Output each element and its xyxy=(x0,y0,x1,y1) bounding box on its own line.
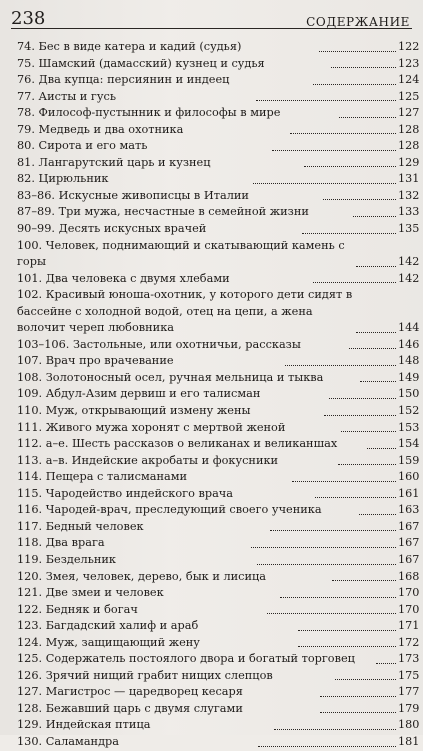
toc-entry-text xyxy=(17,138,271,155)
toc-entry-text xyxy=(17,717,273,734)
toc-entry-text xyxy=(17,469,291,486)
toc-entry-page: 173 xyxy=(398,652,420,666)
toc-entry-number: 87–89. xyxy=(17,205,55,219)
toc-entry-page: 167 xyxy=(398,536,420,550)
toc-entry xyxy=(17,701,420,718)
toc-entry-page: 142 xyxy=(398,255,420,269)
toc-entry-number: 74. xyxy=(17,40,35,53)
toc-entry-text xyxy=(17,171,252,188)
toc-entry-number: 76. xyxy=(17,73,35,87)
toc-entry-title: Искусные живописцы в Италии xyxy=(55,188,249,202)
page-number: 238 xyxy=(11,8,46,29)
toc-entry xyxy=(17,668,420,685)
toc-entry-title: Красивый юноша-охотник, у которого дети сидят в бассейне с холодной водой, отец на цепи, а жена волочит череп любовника xyxy=(17,288,353,335)
toc-entry-page: 171 xyxy=(398,619,420,633)
toc-entry xyxy=(17,453,420,470)
toc-entry-title: Бес в виде катера и кадий (судья) xyxy=(34,40,242,53)
toc-entry-number: 79. xyxy=(17,122,35,136)
toc-entry-text xyxy=(17,502,358,519)
toc-entry-title: Чародейство индейского врача xyxy=(42,486,234,500)
toc-entry xyxy=(17,353,420,370)
toc-leader xyxy=(355,270,398,271)
toc-leader xyxy=(330,71,398,72)
toc-entry-title: Муж, открывающий измену жены xyxy=(42,404,251,418)
toc-entry-number: 110. xyxy=(17,404,43,418)
toc-entry xyxy=(17,651,420,668)
toc-entry-number: 114. xyxy=(17,470,43,484)
toc-entry-number: 115. xyxy=(17,486,43,500)
toc-entry-page: 168 xyxy=(398,569,420,583)
toc-entry-text xyxy=(17,370,359,387)
toc-entry-title: Цирюльник xyxy=(34,172,109,186)
toc-entry-number: 121. xyxy=(17,586,43,600)
toc-entry-text xyxy=(17,701,319,718)
toc-entry-text xyxy=(17,386,328,403)
toc-entry-page: 160 xyxy=(398,470,420,484)
toc-entry-number: 130. xyxy=(17,734,43,748)
toc-entry xyxy=(17,535,420,552)
toc-entry-title: Две змеи и человек xyxy=(42,586,164,600)
toc-entry xyxy=(17,585,420,602)
toc-entry-title: Лангарутский царь и кузнец xyxy=(34,155,211,169)
toc-entry-number: 129. xyxy=(17,718,43,732)
toc-entry-page: 135 xyxy=(398,222,420,236)
toc-entry-number: 101. xyxy=(17,271,43,285)
toc-entry-number: 113. xyxy=(17,453,43,467)
toc-entry-text xyxy=(17,519,269,536)
toc-leader xyxy=(328,402,398,403)
toc-entry-page: 123 xyxy=(398,56,420,70)
toc-entry-page: 122 xyxy=(398,40,420,53)
toc-entry-title: Десять искусных врачей xyxy=(55,222,207,236)
toc-entry-title: Человек, поднимающий и скатывающий камень с горы xyxy=(17,238,345,269)
toc-entry-text xyxy=(17,188,322,205)
toc-entry-page: 172 xyxy=(398,635,420,649)
toc-entry-page: 127 xyxy=(398,106,420,120)
toc-entry-text xyxy=(17,271,312,288)
toc-entry-page: 153 xyxy=(398,420,420,434)
toc-entry xyxy=(17,684,420,701)
toc-entry-text xyxy=(17,122,289,139)
toc-entry-text xyxy=(17,535,250,552)
toc-entry-title: Бежавший царь с двумя слугами xyxy=(42,701,243,715)
toc-entry-number: 118. xyxy=(17,536,43,550)
toc-entry-text xyxy=(17,39,318,56)
toc-entry-page: 167 xyxy=(398,519,420,533)
toc-entry-text xyxy=(17,651,375,668)
toc-entry-title: Магистрос — царедворец кесаря xyxy=(42,685,243,699)
toc-entry xyxy=(17,403,420,420)
toc-entry-title: Абдул-Азим дервиш и его талисман xyxy=(42,387,261,401)
toc-leader xyxy=(337,468,398,469)
toc-entry-title: а–е. Шесть рассказов о великанах и великаншах xyxy=(42,437,338,451)
toc-entry-title: Бездельник xyxy=(42,552,116,566)
toc-entry-text xyxy=(17,238,355,271)
toc-leader xyxy=(338,121,398,122)
toc-entry-page: 175 xyxy=(398,668,420,682)
toc-entry-page: 129 xyxy=(398,155,420,169)
toc-entry xyxy=(17,602,420,619)
toc-entry-number: 128. xyxy=(17,701,43,715)
toc-entry-number: 119. xyxy=(17,552,43,566)
toc-entry-text xyxy=(17,337,348,354)
toc-entry-title: Индейская птица xyxy=(42,718,151,732)
toc-entry-page: 142 xyxy=(398,271,420,285)
page-header xyxy=(11,4,412,29)
toc-entry-page: 159 xyxy=(398,453,420,467)
toc-entry-number: 123. xyxy=(17,619,43,633)
toc-entry-page: 181 xyxy=(398,734,420,748)
toc-entry-page: 128 xyxy=(398,122,420,136)
toc-entry-title: Змея, человек, дерево, бык и лисица xyxy=(42,569,267,583)
toc-entry-number: 108. xyxy=(17,370,43,384)
toc-entry xyxy=(17,89,420,106)
toc-entry xyxy=(17,72,420,89)
toc-entry xyxy=(17,271,420,288)
toc-entry-page: 149 xyxy=(398,370,420,384)
toc-leader xyxy=(331,584,399,585)
toc-entry xyxy=(17,56,420,73)
toc-leader xyxy=(366,452,398,453)
toc-leader xyxy=(269,534,398,535)
toc-entry-number: 78. xyxy=(17,106,35,120)
toc-leader xyxy=(273,733,398,734)
toc-entry xyxy=(17,420,420,437)
toc-entry-text xyxy=(17,552,256,569)
toc-entry xyxy=(17,486,420,503)
toc-entry-page: 163 xyxy=(398,503,420,517)
toc-entry-page: 180 xyxy=(398,718,420,732)
toc-entry-text xyxy=(17,287,355,337)
toc-leader xyxy=(355,336,398,337)
toc-entry xyxy=(17,552,420,569)
toc-entry xyxy=(17,221,420,238)
toc-entry-text xyxy=(17,585,279,602)
toc-leader xyxy=(348,352,398,353)
toc-leader xyxy=(359,385,398,386)
toc-entry-title: Сирота и его мать xyxy=(34,139,148,153)
toc-entry-text xyxy=(17,486,314,503)
toc-entry xyxy=(17,569,420,586)
toc-entry-page: 152 xyxy=(398,404,420,418)
toc-entry xyxy=(17,238,420,271)
toc-entry-number: 77. xyxy=(17,89,35,103)
toc-entry xyxy=(17,469,420,486)
toc-entry xyxy=(17,717,420,734)
toc-entry xyxy=(17,155,420,172)
toc-entry-page: 161 xyxy=(398,486,420,500)
toc-leader xyxy=(319,716,398,717)
toc-leader xyxy=(318,55,398,56)
toc-entry-title: Содержатель постоялого двора и богатый торговец xyxy=(42,652,355,666)
toc-entry-page: 146 xyxy=(398,337,420,351)
toc-entry xyxy=(17,519,420,536)
toc-entry-text xyxy=(17,618,297,635)
toc-entry-page: 128 xyxy=(398,139,420,153)
toc-entry-page: 179 xyxy=(398,701,420,715)
toc-entry-page: 148 xyxy=(398,354,420,368)
toc-entry-title: Два купца: персиянин и индеец xyxy=(34,73,230,87)
toc-entry-number: 111. xyxy=(17,420,43,434)
toc-entry-page: 132 xyxy=(398,188,420,202)
toc-entry-number: 120. xyxy=(17,569,43,583)
toc-leader xyxy=(250,551,398,552)
toc-entry xyxy=(17,618,420,635)
toc-entry-text xyxy=(17,635,297,652)
toc-entry-title: Аисты и гусь xyxy=(34,89,116,103)
toc-entry-page: 125 xyxy=(398,89,420,103)
toc-entry-text xyxy=(17,436,366,453)
toc-entry xyxy=(17,337,420,354)
toc-entry-number: 109. xyxy=(17,387,43,401)
toc-entry-page: 170 xyxy=(398,586,420,600)
toc-entry-text xyxy=(17,734,257,751)
toc-entry-text xyxy=(17,56,330,73)
toc-entry-title: Бедный человек xyxy=(42,519,144,533)
toc-entry-number: 125. xyxy=(17,652,43,666)
toc-entry-title: Зрячий нищий грабит нищих слепцов xyxy=(42,668,273,682)
toc-entry-title: Бедняк и богач xyxy=(42,602,138,616)
toc-entry-page: 167 xyxy=(398,552,420,566)
toc-entry-page: 154 xyxy=(398,437,420,451)
toc-entry-number: 83–86. xyxy=(17,188,55,202)
toc-leader xyxy=(297,634,398,635)
toc-entry-text xyxy=(17,155,303,172)
toc-entry-title: Живого мужа хоронят с мертвой женой xyxy=(42,420,286,434)
toc-entry-text xyxy=(17,204,352,221)
toc-leader xyxy=(303,170,398,171)
toc-entry-title: Медведь и два охотника xyxy=(34,122,184,136)
toc-entry-number: 103–106. xyxy=(17,337,70,351)
toc-entry xyxy=(17,734,420,751)
toc-entry-text xyxy=(17,602,266,619)
toc-leader xyxy=(319,700,398,701)
toc-entry-text xyxy=(17,684,319,701)
toc-entry-number: 82. xyxy=(17,172,35,186)
toc-entry-number: 75. xyxy=(17,56,35,70)
toc-leader xyxy=(257,750,398,751)
toc-entry-title: Два врага xyxy=(42,536,105,550)
toc-entry-text xyxy=(17,221,301,238)
toc-entry-text xyxy=(17,89,255,106)
toc-entry xyxy=(17,287,420,337)
toc-entry-page: 150 xyxy=(398,387,420,401)
toc-entry-title: Врач про врачевание xyxy=(42,354,174,368)
toc-entry-page: 131 xyxy=(398,172,420,186)
toc-entry-number: 90–99. xyxy=(17,222,55,236)
toc-entry xyxy=(17,105,420,122)
toc-entry-title: а–в. Индейские акробаты и фокусники xyxy=(42,453,279,467)
toc-entry-text xyxy=(17,668,334,685)
toc-leader xyxy=(279,601,398,602)
toc-entry-page: 177 xyxy=(398,685,420,699)
toc-entry-title: Пещера с талисманами xyxy=(42,470,188,484)
toc-entry-text xyxy=(17,72,312,89)
toc-entry-number: 107. xyxy=(17,354,43,368)
toc-entry-number: 100. xyxy=(17,238,43,252)
toc-entry xyxy=(17,204,420,221)
toc-leader xyxy=(289,137,398,138)
toc-entry-text xyxy=(17,105,338,122)
toc-entry-title: Философ-пустынник и философы в мире xyxy=(34,106,281,120)
toc-entry-number: 81. xyxy=(17,155,35,169)
toc-entry-title: Золотоносный осел, ручная мельница и тыква xyxy=(42,370,324,384)
toc-entry xyxy=(17,502,420,519)
toc-entry xyxy=(17,138,420,155)
toc-entry-text xyxy=(17,453,337,470)
toc-entry-page: 144 xyxy=(398,321,420,335)
section-title: СОДЕРЖАНИЕ xyxy=(306,15,410,29)
toc-entry-page: 133 xyxy=(398,205,420,219)
toc-entry xyxy=(17,386,420,403)
table-of-contents xyxy=(17,39,420,751)
toc-entry xyxy=(17,122,420,139)
toc-entry xyxy=(17,370,420,387)
toc-entry xyxy=(17,188,420,205)
toc-entry-title: Три мужа, несчастные в семейной жизни xyxy=(55,205,309,219)
toc-entry-number: 127. xyxy=(17,685,43,699)
toc-entry-number: 126. xyxy=(17,668,43,682)
toc-entry-number: 122. xyxy=(17,602,43,616)
toc-entry-title: Шамский (дамасский) кузнец и судья xyxy=(34,56,265,70)
toc-entry-title: Чародей-врач, преследующий своего ученика xyxy=(42,503,322,517)
toc-entry-title: Багдадский халиф и араб xyxy=(42,619,199,633)
toc-entry-page: 170 xyxy=(398,602,420,616)
toc-leader xyxy=(334,683,398,684)
toc-leader xyxy=(312,88,398,89)
toc-leader xyxy=(375,667,398,668)
toc-entry-number: 117. xyxy=(17,519,43,533)
toc-entry-number: 80. xyxy=(17,139,35,153)
toc-entry xyxy=(17,436,420,453)
toc-entry-text xyxy=(17,420,340,437)
toc-entry-number: 116. xyxy=(17,503,43,517)
toc-entry xyxy=(17,635,420,652)
toc-entry-text xyxy=(17,353,284,370)
toc-entry-number: 102. xyxy=(17,288,43,302)
toc-entry-title: Застольные, или охотничьи, рассказы xyxy=(69,337,301,351)
toc-entry-number: 124. xyxy=(17,635,43,649)
toc-entry-page: 124 xyxy=(398,73,420,87)
toc-entry-text xyxy=(17,403,323,420)
toc-leader xyxy=(358,518,398,519)
toc-entry-text xyxy=(17,569,331,586)
toc-entry-title: Саламандра xyxy=(42,734,120,748)
toc-leader xyxy=(352,220,398,221)
toc-entry-number: 112. xyxy=(17,437,43,451)
toc-entry xyxy=(17,39,420,56)
toc-entry-title: Муж, защищающий жену xyxy=(42,635,200,649)
toc-entry xyxy=(17,171,420,188)
toc-entry-title: Два человека с двумя хлебами xyxy=(42,271,230,285)
